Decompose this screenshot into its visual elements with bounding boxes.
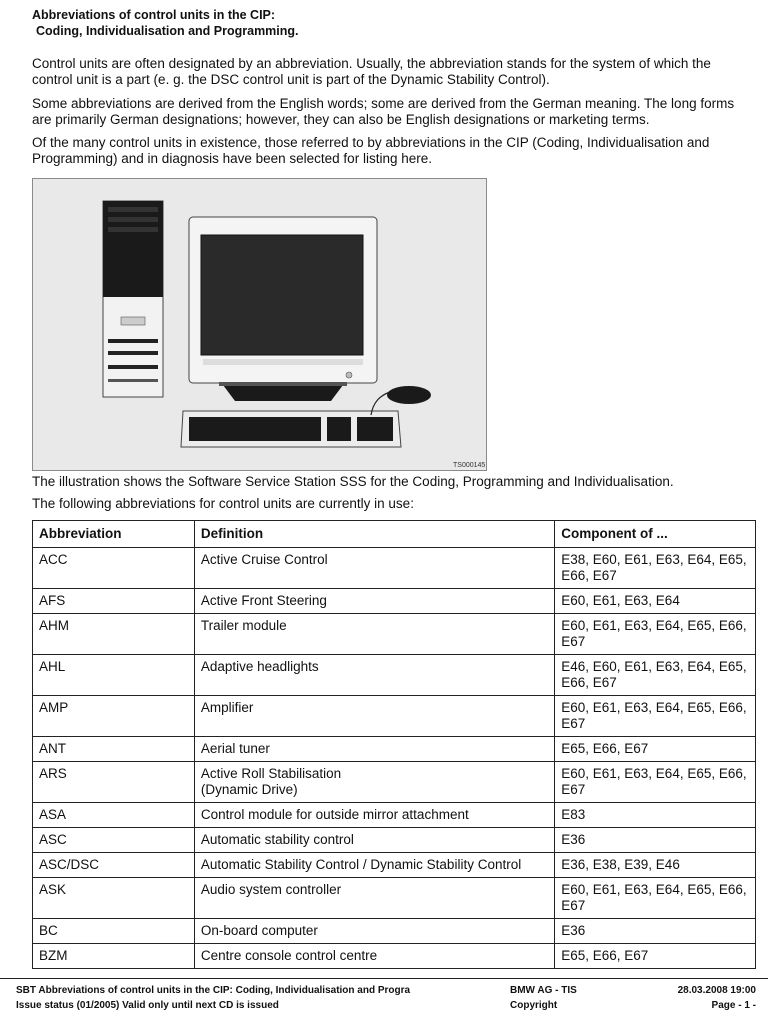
footer-publisher: BMW AG - TIS	[510, 985, 577, 996]
title-line-1: Abbreviations of control units in the CIP:	[32, 8, 276, 22]
cell-definition: Adaptive headlights	[194, 655, 554, 696]
table-row	[33, 878, 756, 919]
footer-timestamp: 28.03.2008 19:00	[677, 985, 756, 996]
cell-abbreviation: ASC	[33, 828, 195, 853]
cell-definition: Audio system controller	[194, 878, 554, 919]
title-line-2: Coding, Individualisation and Programming.	[36, 24, 299, 38]
table-lead: The following abbreviations for control units are currently in use:	[32, 496, 414, 511]
cell-abbreviation: AFS	[33, 589, 195, 614]
intro-paragraph-2: Some abbreviations are derived from the English words; some are derived from the German meaning. The long forms are primarily German designations; however, they can also be English designations or marketing terms.	[32, 96, 735, 127]
cell-abbreviation: ACC	[33, 548, 195, 589]
cell-component: E60, E61, E63, E64, E65, E66, E67	[555, 614, 756, 655]
cell-abbreviation: ASC/DSC	[33, 853, 195, 878]
cell-definition: Active Cruise Control	[194, 548, 554, 589]
cell-definition	[194, 762, 554, 803]
cell-component: E65, E66, E67	[555, 737, 756, 762]
definition-line-1: Active Roll Stabilisation	[200, 766, 342, 781]
table-row	[33, 919, 756, 944]
cell-abbreviation: BZM	[33, 944, 195, 969]
keyboard-icon	[181, 411, 401, 447]
table-row	[33, 853, 756, 878]
header-component: Component of ...	[555, 521, 756, 548]
cell-definition: Control module for outside mirror attachment	[194, 803, 554, 828]
table-row	[33, 944, 756, 969]
cell-abbreviation: AHM	[33, 614, 195, 655]
footer-page-number: Page - 1 -	[711, 1000, 756, 1011]
header-definition: Definition	[194, 521, 554, 548]
cell-definition: On-board computer	[194, 919, 554, 944]
crt-monitor-icon	[189, 217, 377, 401]
table-row	[33, 762, 756, 803]
cell-abbreviation: ARS	[33, 762, 195, 803]
footer-doc-title: SBT Abbreviations of control units in the CIP: Coding, Individualisation and Progra	[16, 985, 411, 996]
cell-component: E60, E61, E63, E64	[555, 589, 756, 614]
cell-component: E38, E60, E61, E63, E64, E65, E66, E67	[555, 548, 756, 589]
table-row	[33, 655, 756, 696]
cell-abbreviation: AHL	[33, 655, 195, 696]
cell-component: E60, E61, E63, E64, E65, E66, E67	[555, 696, 756, 737]
cell-definition: Centre console control centre	[194, 944, 554, 969]
page-footer	[0, 978, 768, 1011]
cell-component: E60, E61, E63, E64, E65, E66, E67	[555, 878, 756, 919]
cell-component: E65, E66, E67	[555, 944, 756, 969]
table-row	[33, 589, 756, 614]
table-row	[33, 614, 756, 655]
cell-abbreviation: ANT	[33, 737, 195, 762]
table-row	[33, 803, 756, 828]
cell-definition: Aerial tuner	[194, 737, 554, 762]
cell-abbreviation: AMP	[33, 696, 195, 737]
footer-copyright: Copyright	[510, 1000, 558, 1011]
cell-component: E36, E38, E39, E46	[555, 853, 756, 878]
intro-paragraph-3: Of the many control units in existence, those referred to by abbreviations in the CIP (Coding, Individualisation and Programming) and in diagnosis have been selected for listing here.	[32, 135, 710, 166]
cell-component: E46, E60, E61, E63, E64, E65, E66, E67	[555, 655, 756, 696]
cell-component: E36	[555, 828, 756, 853]
cell-definition: Automatic Stability Control / Dynamic Stability Control	[194, 853, 554, 878]
cell-abbreviation: ASA	[33, 803, 195, 828]
cell-component: E36	[555, 919, 756, 944]
table-row	[33, 696, 756, 737]
cell-definition: Amplifier	[194, 696, 554, 737]
cell-component: E60, E61, E63, E64, E65, E66, E67	[555, 762, 756, 803]
document-title	[32, 7, 299, 39]
pc-tower-icon	[103, 201, 163, 397]
cell-abbreviation: BC	[33, 919, 195, 944]
footer-issue-status: Issue status (01/2005) Valid only until next CD is issued	[16, 1000, 279, 1011]
table-row	[33, 828, 756, 853]
cell-definition: Trailer module	[194, 614, 554, 655]
table-row	[33, 737, 756, 762]
figure-caption: The illustration shows the Software Service Station SSS for the Coding, Programming and Individualisation.	[32, 474, 674, 489]
cell-definition: Automatic stability control	[194, 828, 554, 853]
table-row	[33, 548, 756, 589]
sss-illustration	[32, 178, 487, 471]
table-header-row	[33, 521, 756, 548]
abbreviations-table	[32, 520, 756, 969]
cell-definition: Active Front Steering	[194, 589, 554, 614]
figure-code: TS000145	[453, 462, 486, 469]
header-abbreviation: Abbreviation	[33, 521, 195, 548]
intro-paragraph-1: Control units are often designated by an abbreviation. Usually, the abbreviation stands for the system of which the control unit is a part (e. g. the DSC control unit is part of the Dynamic Stability Control).	[32, 56, 711, 87]
cell-abbreviation: ASK	[33, 878, 195, 919]
definition-line-2: (Dynamic Drive)	[200, 782, 298, 797]
cell-component: E83	[555, 803, 756, 828]
